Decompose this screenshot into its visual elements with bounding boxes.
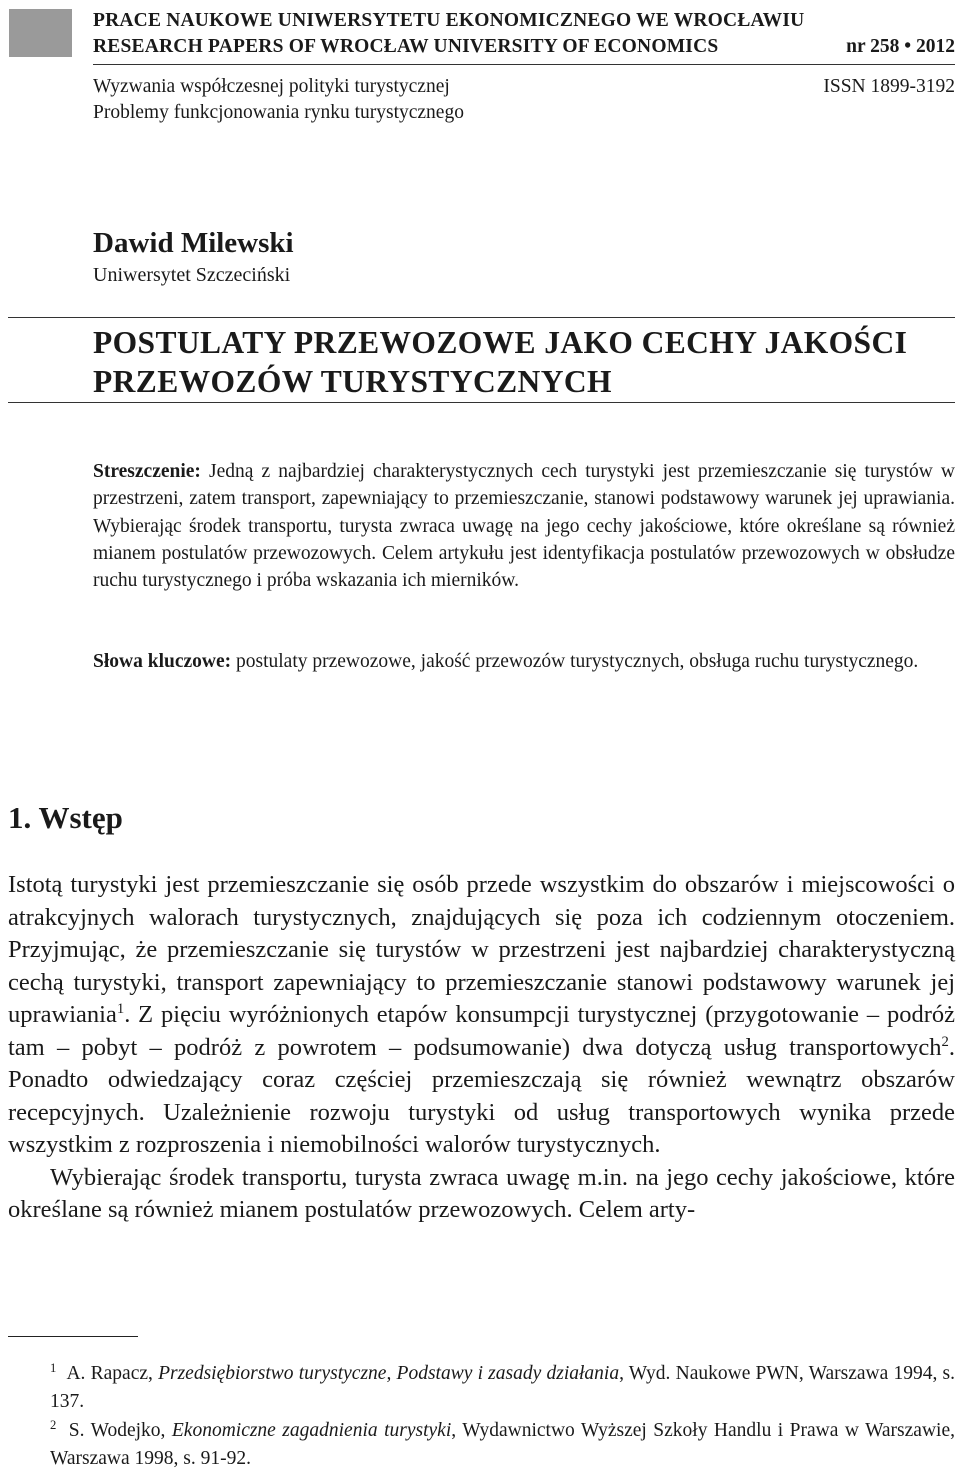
series-title-en: RESEARCH PAPERS OF WROCŁAW UNIVERSITY OF ECONOMICS <box>93 36 719 57</box>
series-title-pl: PRACE NAUKOWE UNIWERSYTETU EKONOMICZNEGO WE WROCŁAWIU <box>93 10 805 31</box>
footnote-2 <box>8 1417 955 1472</box>
footnote-2-title: Ekonomiczne zagadnienia turystyki <box>171 1420 452 1441</box>
footnote-1-number: 1 <box>50 1360 57 1375</box>
footnote-1-after: , Wyd. Naukowe PWN, Warszawa 1994, s. 137. <box>50 1363 955 1412</box>
header-rule <box>93 64 955 65</box>
paragraph-1-part-a: Istotą turystyki jest przemieszczanie się osób przede wszystkim do obszarów i miejscowości o atrakcyjnych walorach turystycznych, znajdujących się poza ich codziennym otoczeniem. Przyjmując, że przemieszczanie się turystów w przestrzeni jest najbardziej charakterystyczną cechą turystyki, transport zapewniający to przemieszczanie stanowi podstawowy warunek jej uprawiania <box>8 871 955 1028</box>
volume-title-1: Wyzwania współczesnej polityki turystycznej <box>93 76 450 97</box>
section-heading: 1. Wstęp <box>8 800 123 835</box>
footnote-ref-2[interactable]: 2 <box>941 1033 949 1050</box>
keywords-text: postulaty przewozowe, jakość przewozów turystycznych, obsługa ruchu turystycznego. <box>231 651 919 672</box>
footnote-2-number: 2 <box>50 1417 57 1432</box>
paragraph-1-part-c: . Ponadto odwiedzający coraz częściej przemieszczają się również wewnątrz obszarów recepcyjnych. Uzależnienie rozwoju turystyki od usług transportowych wynika przede wszystkim z rozproszenia i niemobilności walorów turystycznych. <box>8 1033 955 1158</box>
title-rule-top <box>8 317 955 318</box>
footnote-rule <box>8 1336 138 1337</box>
header-gray-box <box>9 9 72 57</box>
volume-title-2: Problemy funkcjonowania rynku turystycznego <box>93 102 464 123</box>
paragraph-1 <box>8 869 955 1162</box>
author-affiliation: Uniwersytet Szczeciński <box>93 264 291 286</box>
keywords <box>93 648 955 676</box>
article-title <box>93 323 955 401</box>
paragraph-1-part-b: . Z pięciu wyróżnionych etapów konsumpcji turystycznej (przygotowanie – podróż tam – pobyt – podróż z powrotem – podsumowanie) dwa dotyczą usług transportowych <box>8 1001 955 1061</box>
footnotes <box>8 1360 955 1474</box>
article-title-line2: PRZEWOZÓW TURYSTYCZNYCH <box>93 364 612 399</box>
footnote-2-before: S. Wodejko, <box>62 1420 172 1441</box>
footnote-1-before: A. Rapacz, <box>62 1363 159 1384</box>
footnote-ref-1[interactable]: 1 <box>116 1000 125 1017</box>
paragraph-2: Wybierając środek transportu, turysta zwraca uwagę m.in. na jego cechy jakościowe, które określane są również mianem postulatów przewozowych. Celem arty- <box>8 1163 955 1223</box>
footnote-2-after: , Wydawnictwo Wyższej Szkoły Handlu i Prawa w Warszawie, Warszawa 1998, s. 91-92. <box>50 1420 955 1469</box>
body-text <box>8 869 955 1227</box>
abstract-label: Streszczenie: <box>93 461 201 482</box>
footnote-1 <box>8 1360 955 1415</box>
title-rule-bottom <box>8 402 955 403</box>
keywords-label: Słowa kluczowe: <box>93 651 232 672</box>
footnote-1-title: Przedsiębiorstwo turystyczne, Podstawy i zasady działania <box>158 1363 620 1384</box>
author-name: Dawid Milewski <box>93 227 294 259</box>
issue-number: nr 258 • 2012 <box>846 36 955 57</box>
abstract <box>93 458 955 594</box>
issn: ISSN 1899-3192 <box>823 76 955 97</box>
article-title-line1: POSTULATY PRZEWOZOWE JAKO CECHY JAKOŚCI <box>93 325 908 360</box>
abstract-text: Jedną z najbardziej charakterystycznych cech turystyki jest przemieszczanie się turystów w przestrzeni, zatem transport, zapewniający to przemieszczanie, stanowi podstawowy warunek jej uprawiania. Wybierając środek transportu, turysta zwraca uwagę na jego cechy jakościowe, które określane są również mianem postulatów przewozowych. Celem artykułu jest identyfikacja postulatów przewozowych w obsłudze ruchu turystycznego i próba wskazania ich mierników. <box>93 461 955 592</box>
